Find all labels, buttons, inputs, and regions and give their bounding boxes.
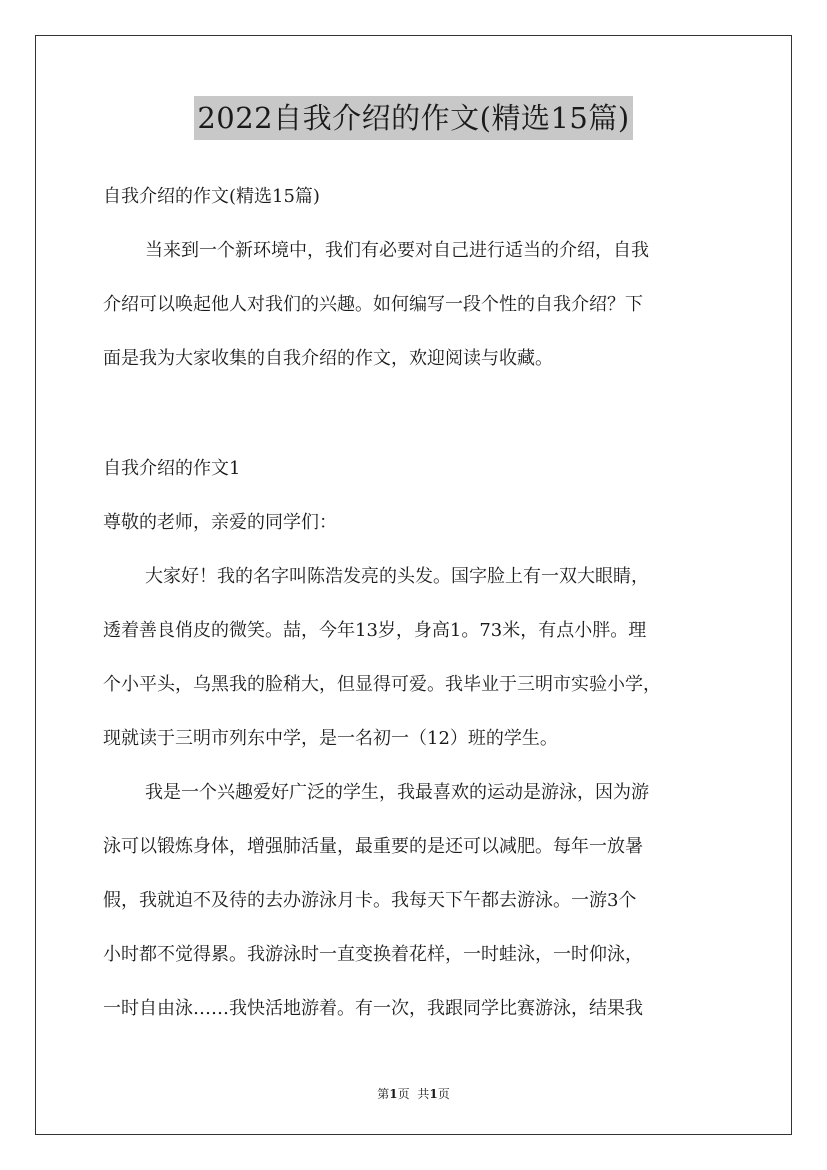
paragraph-line: 假，我就迫不及待的去办游泳月卡。我每天下午都去游泳。一游3个: [103, 890, 637, 911]
intro-line: 面是我为大家收集的自我介绍的作文，欢迎阅读与收藏。: [103, 348, 553, 369]
intro-line: 介绍可以唤起他人对我们的兴趣。如何编写一段个性的自我介绍？下: [103, 294, 643, 315]
footer-total-number: 1: [429, 1087, 438, 1101]
paragraph-line: 透着善良俏皮的微笑。喆，今年13岁，身高1。73米，有点小胖。理: [103, 620, 647, 641]
essay-heading: 自我介绍的作文1: [103, 458, 241, 479]
document-subtitle: 自我介绍的作文(精选15篇): [103, 186, 320, 207]
footer-page-number: 1: [389, 1087, 398, 1101]
document-title: 2022自我介绍的作文(精选15篇): [194, 96, 632, 140]
footer-total-label: 共: [417, 1087, 430, 1101]
paragraph-line: 小时都不觉得累。我游泳时一直变换着花样，一时蛙泳，一时仰泳，: [103, 944, 643, 965]
paragraph-line: 一时自由泳……我快活地游着。有一次，我跟同学比赛游泳，结果我: [103, 998, 643, 1019]
greeting: 尊敬的老师，亲爱的同学们：: [103, 512, 337, 533]
paragraph-line: 大家好！我的名字叫陈浩发亮的头发。国字脸上有一双大眼睛，: [145, 566, 649, 587]
intro-line: 当来到一个新环境中，我们有必要对自己进行适当的介绍，自我: [145, 240, 649, 261]
page-footer: [0, 1085, 827, 1102]
paragraph-line: 我是一个兴趣爱好广泛的学生，我最喜欢的运动是游泳，因为游: [145, 782, 649, 803]
paragraph-line: 现就读于三明市列东中学，是一名初一（12）班的学生。: [103, 728, 558, 749]
footer-page-unit: 页: [397, 1087, 410, 1101]
footer-total-unit: 页: [437, 1087, 450, 1101]
title-container: [0, 96, 827, 140]
footer-page-label: 第: [377, 1087, 390, 1101]
paragraph-line: 泳可以锻炼身体，增强肺活量，最重要的是还可以减肥。每年一放暑: [103, 836, 643, 857]
paragraph-line: 个小平头，乌黑我的脸稍大，但显得可爱。我毕业于三明市实验小学，: [103, 674, 661, 695]
